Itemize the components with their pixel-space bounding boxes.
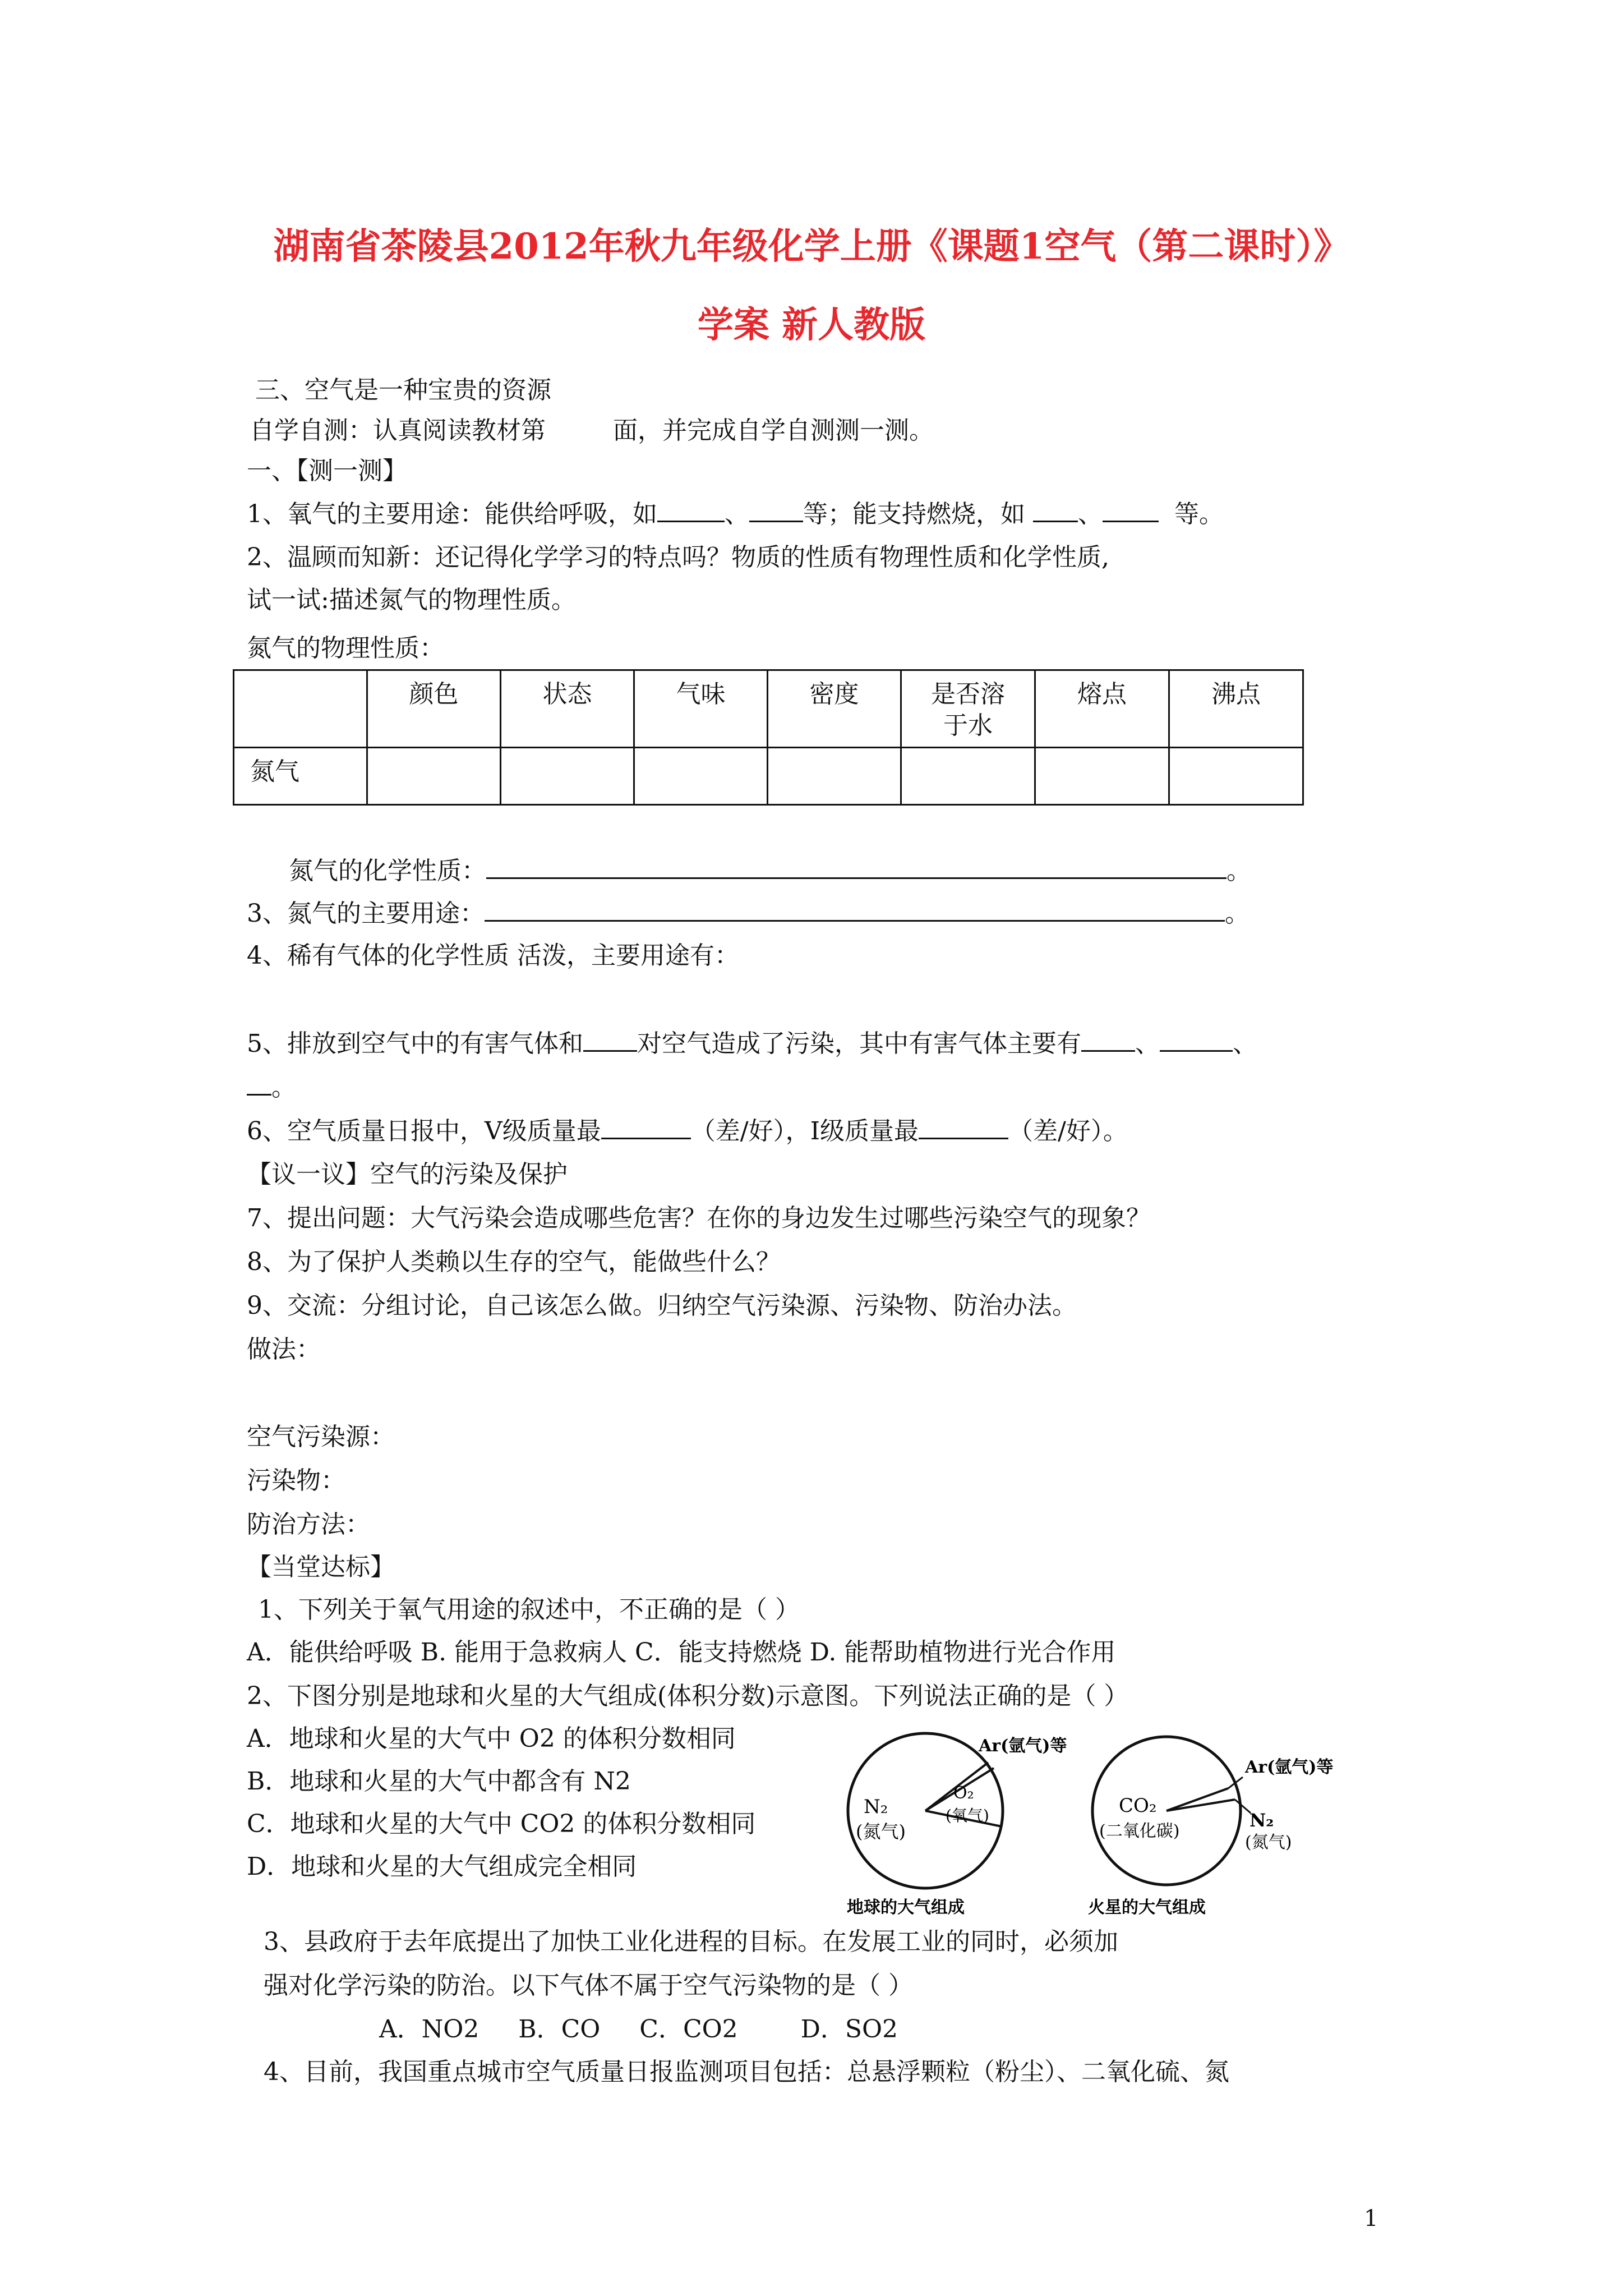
mc4-question: 4、目前，我国重点城市空气质量日报监测项目包括：总悬浮颗粒（粉尘）、二氧化硫、氮	[264, 2058, 1229, 2086]
discuss-heading: 【议一议】空气的污染及保护	[247, 1160, 568, 1189]
table-cell[interactable]	[1035, 748, 1169, 805]
document-title-line2: 学案 新人教版	[697, 304, 926, 346]
mars-pie	[1088, 1737, 1333, 1917]
question-5	[247, 1028, 1257, 1060]
q3-end: 。	[1225, 899, 1249, 928]
nitrogen-properties-table	[233, 669, 1304, 806]
q5-blank-4[interactable]	[247, 1071, 271, 1096]
mars-n2-cn-label: (氮气)	[1245, 1833, 1292, 1852]
mars-n2-pointer	[1235, 1800, 1251, 1813]
mc2-question: 2、下图分别是地球和火星的大气组成(体积分数)示意图。下列说法正确的是（ ）	[247, 1682, 1129, 1710]
table-cell[interactable]	[367, 748, 501, 805]
q1-blank-1[interactable]	[657, 498, 725, 522]
atmosphere-figure	[836, 1728, 1340, 1918]
q3-blank[interactable]	[485, 898, 1225, 922]
q3-label: 3、氮气的主要用途：	[247, 899, 485, 928]
table-header-cell: 状态	[501, 670, 634, 748]
class-heading: 【当堂达标】	[247, 1553, 395, 1581]
page-number: 1	[1364, 2206, 1378, 2231]
prevention-label: 防治方法：	[247, 1510, 370, 1539]
mc3-options: A．NO2 B．CO C．CO2 D．SO2	[379, 2015, 898, 2044]
self-test-before: 自学自测：认真阅读教材第	[250, 416, 546, 445]
q5-blank-2[interactable]	[1081, 1028, 1135, 1052]
mc1-question: 1、下列关于氧气用途的叙述中，不正确的是（ ）	[258, 1595, 800, 1624]
earth-pie	[847, 1733, 1067, 1917]
question-7: 7、提出问题：大气污染会造成哪些危害？在你的身边发生过哪些污染空气的现象？	[247, 1204, 1151, 1232]
earth-o2-cn-label: (氧气)	[946, 1806, 989, 1825]
q5-blank-3[interactable]	[1160, 1028, 1233, 1052]
earth-ar-label: Ar(氩气)等	[979, 1736, 1067, 1756]
nitrogen-chemical-label: 氮气的化学性质：	[289, 857, 486, 885]
q5-text-c: 、	[1135, 1029, 1160, 1058]
q5-blank-1[interactable]	[583, 1028, 637, 1052]
table-cell[interactable]	[634, 748, 768, 805]
mc1-options: A．能供给呼吸 B. 能用于急救病人 C．能支持燃烧 D. 能帮助植物进行光合作用	[247, 1638, 1116, 1667]
practice-label: 做法：	[247, 1335, 321, 1364]
test-heading: 一、【测一测】	[247, 457, 407, 485]
pollutants-label: 污染物：	[247, 1466, 345, 1495]
self-test-instruction	[250, 415, 934, 447]
table-header-row	[234, 670, 1303, 748]
self-test-after: 面，并完成自学自测测一测。	[613, 416, 934, 445]
q5-text-e: 。	[271, 1073, 296, 1102]
pollution-source-label: 空气污染源：	[247, 1423, 395, 1451]
mars-co2-cn-label: (二氧化碳)	[1099, 1821, 1180, 1841]
q6-blank-2[interactable]	[919, 1115, 1008, 1139]
question-2-line2: 试一试:描述氮气的物理性质。	[247, 586, 576, 614]
mars-slice-line	[1166, 1800, 1235, 1811]
question-2-line1: 2、温顾而知新：还记得化学学习的特点吗？物质的性质有物理性质和化学性质,	[247, 543, 1109, 572]
earth-n2-label: N₂	[864, 1796, 888, 1818]
mc2-option-c: C．地球和火星的大气中 CO2 的体积分数相同	[247, 1810, 756, 1838]
q1-blank-3[interactable]	[1033, 498, 1078, 522]
question-6	[247, 1115, 1128, 1147]
table-header-cell: 密度	[768, 670, 901, 748]
q1-text-c: 等；能支持燃烧，如	[803, 500, 1025, 528]
question-9: 9、交流：分组讨论，自己该怎么做。归纳空气污染源、污染物、防治办法。	[247, 1291, 1077, 1320]
q5-text-a: 5、排放到空气中的有害气体和	[247, 1029, 583, 1058]
q5-text-d: 、	[1233, 1029, 1257, 1058]
question-3	[247, 898, 1249, 930]
document-title-line1: 湖南省茶陵县2012年秋九年级化学上册《课题1空气（第二课时）》	[273, 226, 1350, 268]
table-header-cell: 是否溶于水	[901, 670, 1035, 748]
question-1	[247, 498, 1224, 530]
table-header-cell: 颜色	[367, 670, 501, 748]
earth-o2-label: O₂	[953, 1783, 974, 1803]
q6-text-a: 6、空气质量日报中，V级质量最	[247, 1117, 601, 1145]
table-header-cell: 气味	[634, 670, 768, 748]
q6-blank-1[interactable]	[601, 1115, 691, 1139]
mc3-line1: 3、县政府于去年底提出了加快工业化进程的目标。在发展工业的同时，必须加	[264, 1927, 1118, 1956]
page-blank	[546, 416, 613, 439]
q6-text-c: （差/好）。	[1008, 1117, 1128, 1145]
table-cell[interactable]	[768, 748, 901, 805]
earth-n2-cn-label: (氮气)	[856, 1821, 906, 1842]
q1-text-e: 等。	[1174, 500, 1224, 528]
table-header-cell	[234, 670, 367, 748]
table-header-cell: 沸点	[1169, 670, 1303, 748]
nitrogen-chemical-line	[289, 855, 1251, 887]
mars-co2-label: CO₂	[1119, 1795, 1157, 1817]
mars-ar-label: Ar(氩气)等	[1245, 1757, 1334, 1777]
mars-n2-label: N₂	[1249, 1810, 1274, 1831]
nitrogen-chemical-blank[interactable]	[486, 855, 1227, 879]
q1-text-a: 1、氧气的主要用途：能供给呼吸，如	[247, 500, 657, 528]
table-cell[interactable]	[501, 748, 634, 805]
earth-caption: 地球的大气组成	[847, 1898, 965, 1917]
q6-text-b: （差/好），I级质量最	[690, 1117, 919, 1145]
nitrogen-physical-label: 氮气的物理性质：	[247, 634, 444, 662]
mc3-line2: 强对化学污染的防治。以下气体不属于空气污染物的是（ ）	[264, 1971, 913, 2000]
q5-text-b: 对空气造成了污染，其中有害气体主要有	[637, 1029, 1081, 1058]
q1-text-b: 、	[725, 500, 749, 528]
question-8: 8、为了保护人类赖以生存的空气，能做些什么？	[247, 1248, 781, 1276]
mars-caption: 火星的大气组成	[1088, 1898, 1206, 1917]
nitrogen-chemical-end: 。	[1227, 857, 1251, 885]
mc2-option-d: D．地球和火星的大气组成完全相同	[247, 1852, 637, 1881]
table-cell[interactable]	[1169, 748, 1303, 805]
table-header-cell: 熔点	[1035, 670, 1169, 748]
q1-blank-2[interactable]	[749, 498, 803, 522]
table-row	[234, 748, 1303, 805]
mc2-option-a: A．地球和火星的大气中 O2 的体积分数相同	[247, 1724, 736, 1753]
question-4: 4、稀有气体的化学性质 活泼，主要用途有：	[247, 941, 739, 970]
mars-slice-line	[1166, 1788, 1228, 1811]
q1-blank-4[interactable]	[1103, 498, 1159, 522]
table-cell[interactable]	[901, 748, 1035, 805]
question-5-cont	[247, 1071, 296, 1103]
section3-heading: 三、空气是一种宝贵的资源	[255, 376, 551, 404]
table-row-label: 氮气	[234, 748, 367, 805]
q1-text-d: 、	[1078, 500, 1103, 528]
mc2-option-b: B．地球和火星的大气中都含有 N2	[247, 1767, 631, 1796]
